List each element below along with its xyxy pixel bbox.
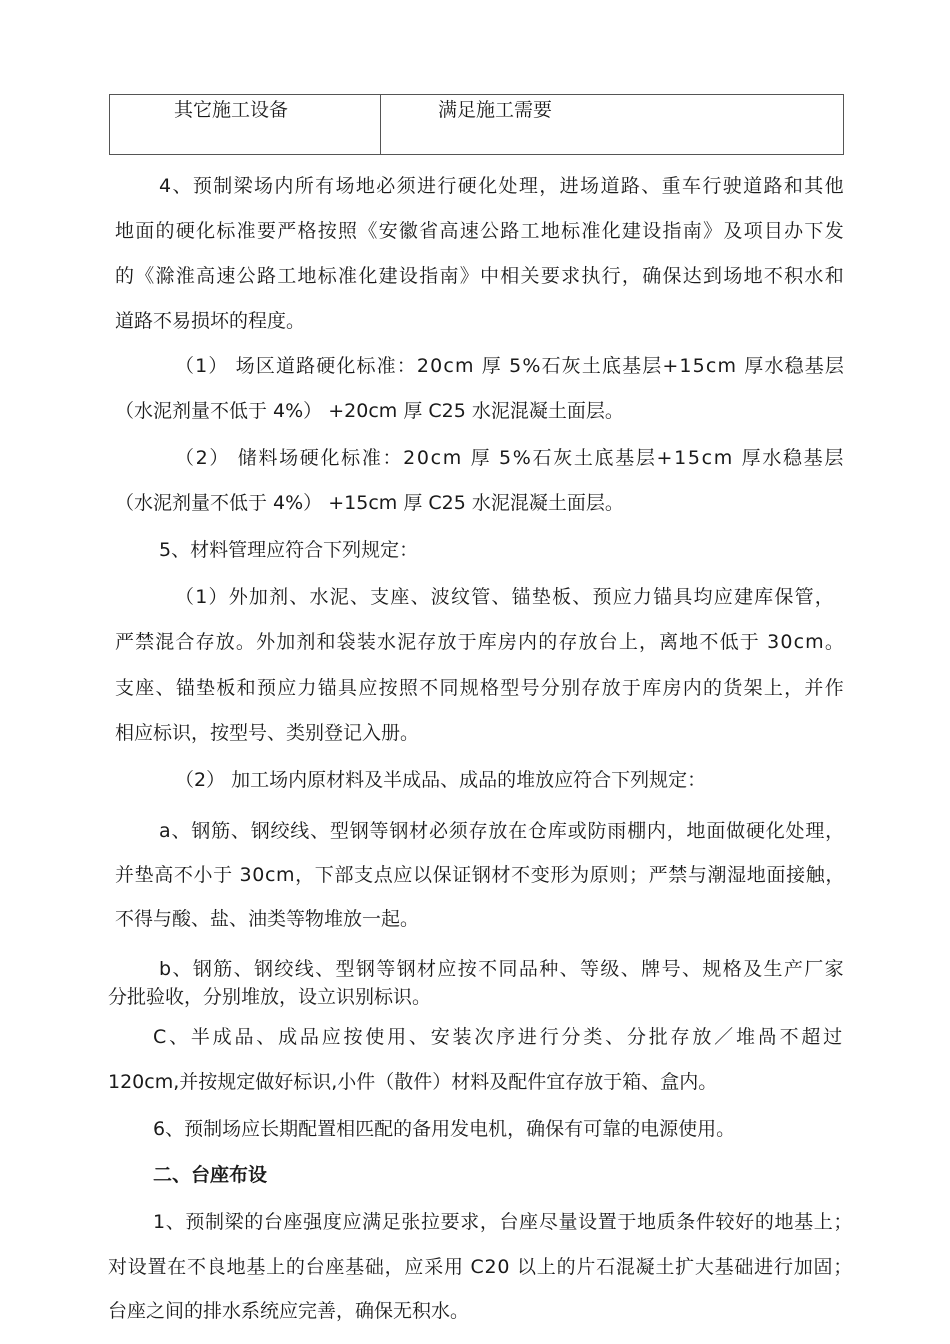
- paragraph-line: 相应标识，按型号、类别登记入册。: [115, 722, 420, 744]
- paragraph-line: b、钢筋、钢绞线、型钢等钢材应按不同品种、等级、牌号、规格及生产厂家: [159, 958, 845, 980]
- paragraph-line: a、钢筋、钢绞线、型钢等钢材必须存放在仓库或防雨棚内，地面做硬化处理，: [159, 820, 845, 842]
- paragraph-line: 严禁混合存放。外加剂和袋装水泥存放于库房内的存放台上，离地不低于 30cm。: [115, 631, 845, 653]
- paragraph-line: 地面的硬化标准要严格按照《安徽省高速公路工地标准化建设指南》及项目办下发: [115, 220, 845, 242]
- paragraph-line: 6、预制场应长期配置相匹配的备用发电机，确保有可靠的电源使用。: [153, 1118, 736, 1140]
- table-cell-equipment: 其它施工设备: [110, 95, 381, 155]
- paragraph-line: （水泥剂量不低于 4%） +15cm 厚 C25 水泥混凝土面层。: [115, 492, 624, 514]
- paragraph-line: 1、预制梁的台座强度应满足张拉要求，台座尽量设置于地质条件较好的地基上；: [153, 1211, 853, 1233]
- equipment-table: [109, 94, 844, 155]
- paragraph-line: 对设置在不良地基上的台座基础，应采用 C20 以上的片石混凝土扩大基础进行加固；: [108, 1256, 853, 1278]
- section-heading: 二、台座布设: [153, 1164, 268, 1186]
- paragraph-line: （1） 场区道路硬化标准：20cm 厚 5%石灰土底基层+15cm 厚水稳基层: [175, 355, 845, 377]
- paragraph-line: （水泥剂量不低于 4%） +20cm 厚 C25 水泥混凝土面层。: [115, 400, 624, 422]
- table-cell-requirement: 满足施工需要: [381, 95, 844, 155]
- paragraph-line: 5、材料管理应符合下列规定：: [159, 539, 419, 561]
- paragraph-line: 的《滁淮高速公路工地标准化建设指南》中相关要求执行，确保达到场地不积水和: [115, 265, 845, 287]
- paragraph-line: （2） 加工场内原材料及半成品、成品的堆放应符合下列规定：: [175, 769, 707, 791]
- paragraph-line: 120cm,并按规定做好标识,小件（散件）材料及配件宜存放于箱、盒内。: [108, 1071, 718, 1093]
- paragraph-line: 并垫高不小于 30cm，下部支点应以保证钢材不变形为原则；严禁与潮湿地面接触，: [115, 864, 845, 886]
- paragraph-line: （1）外加剂、水泥、支座、波纹管、锚垫板、预应力锚具均应建库保管，: [175, 586, 835, 608]
- paragraph-line: 道路不易损坏的程度。: [115, 310, 306, 332]
- paragraph-line: 不得与酸、盐、油类等物堆放一起。: [115, 908, 420, 930]
- paragraph-line: 台座之间的排水系统应完善，确保无积水。: [108, 1300, 470, 1322]
- paragraph-line: 4、预制梁场内所有场地必须进行硬化处理，进场道路、重车行驶道路和其他: [159, 175, 845, 197]
- paragraph-line: 分批验收，分别堆放，设立识别标识。: [108, 986, 432, 1008]
- paragraph-line: 支座、锚垫板和预应力锚具应按照不同规格型号分别存放于库房内的货架上，并作: [115, 677, 845, 699]
- table-row: [110, 95, 844, 155]
- paragraph-line: （2） 储料场硬化标准：20cm 厚 5%石灰土底基层+15cm 厚水稳基层: [175, 447, 845, 469]
- paragraph-line: C、半成品、成品应按使用、安装次序进行分类、分批存放／堆咼不超过: [153, 1026, 845, 1048]
